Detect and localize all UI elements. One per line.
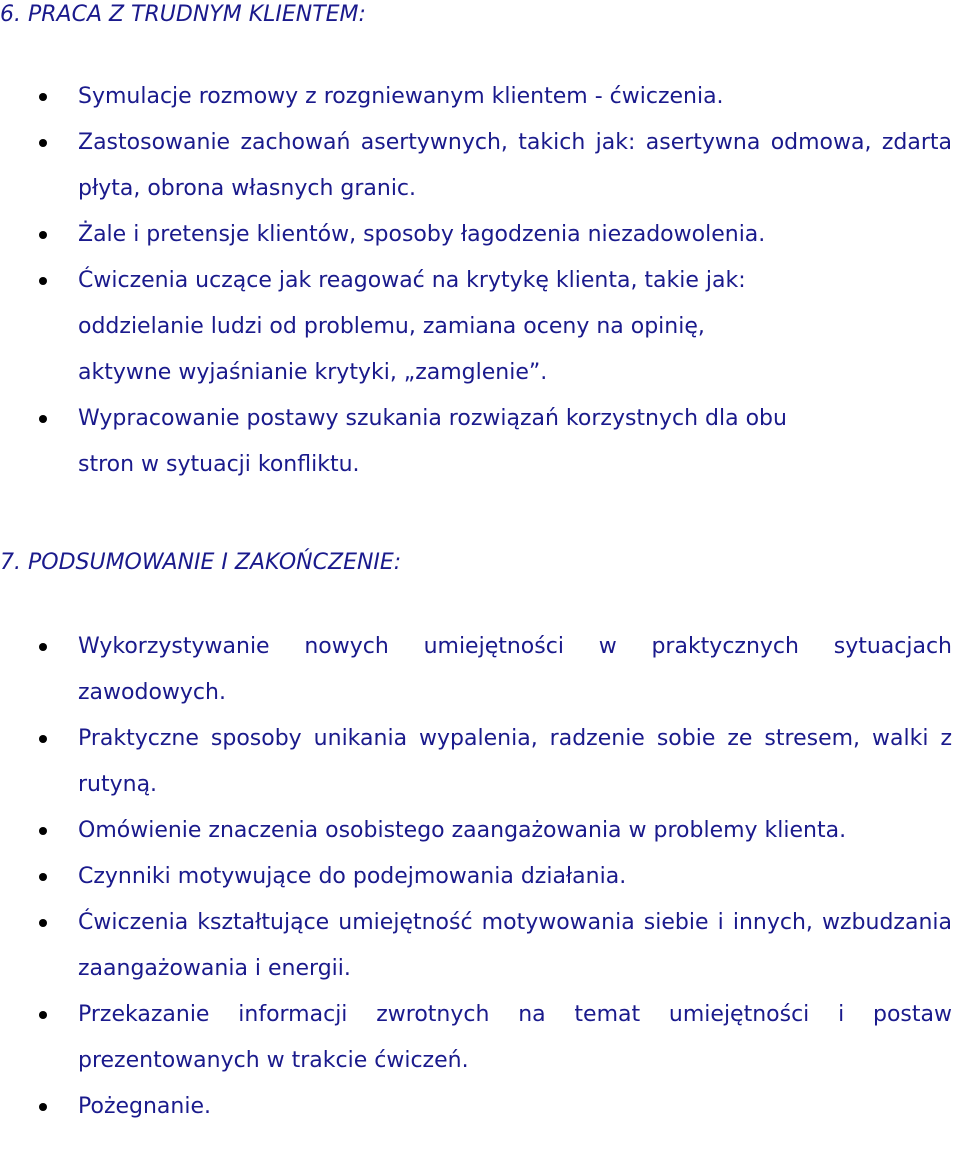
- list-item: [0, 396, 848, 488]
- list-item-text: Zastosowanie zachowań asertywnych, takich jak: asertywna odmowa, zdarta płyta, obrona własnych granic.: [78, 130, 952, 201]
- bullet-icon: [39, 277, 47, 285]
- list-item: [0, 258, 798, 396]
- section-7-heading: 7. PODSUMOWANIE I ZAKOŃCZENIE:: [0, 550, 402, 575]
- bullet-icon: [39, 1011, 47, 1019]
- list-item-text: Żale i pretensje klientów, sposoby łagodzenia niezadowolenia.: [78, 222, 766, 247]
- bullet-icon: [39, 93, 47, 101]
- list-item-text: Wypracowanie postawy szukania rozwiązań korzystnych dla obu stron w sytuacji konfliktu.: [78, 406, 787, 477]
- bullet-icon: [39, 873, 47, 881]
- list-item: [0, 716, 952, 808]
- list-item-text: Wykorzystywanie nowych umiejętności w praktycznych sytuacjach zawodowych.: [78, 634, 952, 705]
- list-item: [0, 992, 952, 1084]
- list-item: [0, 212, 862, 258]
- section-6-heading: 6. PRACA Z TRUDNYM KLIENTEM:: [0, 2, 366, 27]
- bullet-icon: [39, 643, 47, 651]
- bullet-icon: [39, 139, 47, 147]
- bullet-icon: [39, 231, 47, 239]
- list-item: [0, 624, 952, 716]
- list-item: [0, 808, 952, 854]
- list-item-text: Przekazanie informacji zwrotnych na temat umiejętności i postaw prezentowanych w trakcie ćwiczeń.: [78, 1002, 952, 1073]
- list-item: [0, 854, 952, 900]
- section-7-bullet-list: [0, 624, 952, 1130]
- list-item: [0, 120, 952, 212]
- list-item: [0, 900, 952, 992]
- list-item-text: Ćwiczenia uczące jak reagować na krytykę klienta, takie jak: oddzielanie ludzi od problemu, zamiana oceny na opinię, aktywne wyjaśnianie krytyki, „zamglenie”.: [78, 268, 746, 385]
- bullet-icon: [39, 919, 47, 927]
- list-item-text: Praktyczne sposoby unikania wypalenia, radzenie sobie ze stresem, walki z rutyną.: [78, 726, 952, 797]
- bullet-icon: [39, 1103, 47, 1111]
- list-item: [0, 1084, 952, 1130]
- list-item: [0, 74, 827, 120]
- list-item-text: Symulacje rozmowy z rozgniewanym klientem - ćwiczenia.: [78, 84, 724, 109]
- section-6-bullet-list: [0, 74, 952, 488]
- list-item-text: Ćwiczenia kształtujące umiejętność motywowania siebie i innych, wzbudzania zaangażowania i energii.: [78, 910, 952, 981]
- bullet-icon: [39, 735, 47, 743]
- bullet-icon: [39, 415, 47, 423]
- bullet-icon: [39, 827, 47, 835]
- list-item-text: Czynniki motywujące do podejmowania działania.: [78, 864, 627, 889]
- list-item-text: Omówienie znaczenia osobistego zaangażowania w problemy klienta.: [78, 818, 847, 843]
- list-item-text: Pożegnanie.: [78, 1094, 211, 1119]
